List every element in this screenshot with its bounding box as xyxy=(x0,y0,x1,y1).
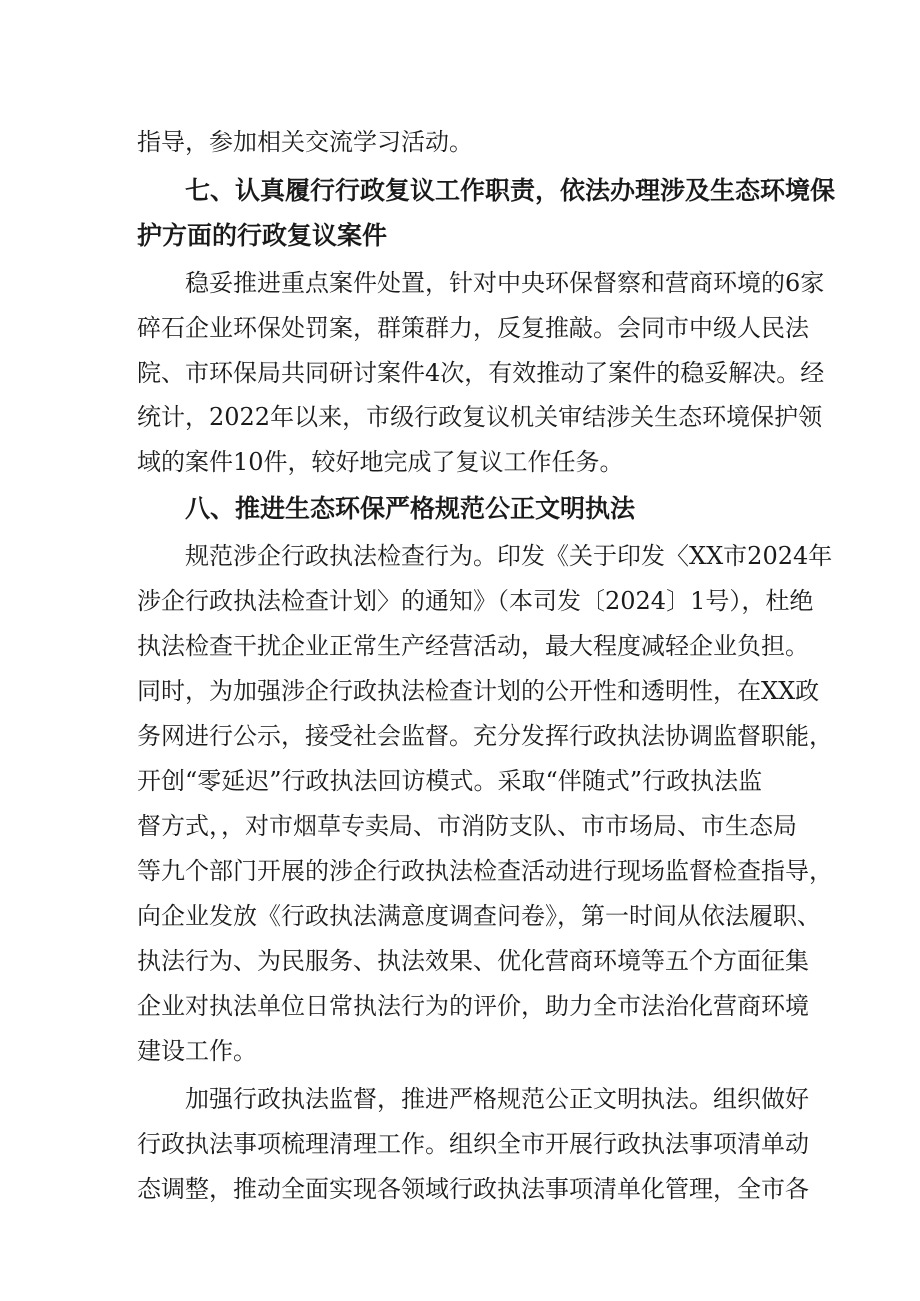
paragraph-line: 加强行政执法监督，推进严格规范公正文明执法。组织做好 xyxy=(185,1085,809,1113)
paragraph-line: 同时，为加强涉企行政执法检查计划的公开性和透明性，在XX政 xyxy=(137,677,820,705)
paragraph-line: 院、市环保局共同研讨案件4次，有效推动了案件的稳妥解决。经 xyxy=(137,359,825,387)
paragraph-line: 务网进行公示，接受社会监督。充分发挥行政执法协调监督职能， xyxy=(137,722,833,750)
paragraph-line: 指导，参加相关交流学习活动。 xyxy=(137,128,473,156)
paragraph-line: 执法行为、为民服务、执法效果、优化营商环境等五个方面征集 xyxy=(137,947,809,975)
paragraph-line: 执法检查干扰企业正常生产经营活动，最大程度减轻企业负担。 xyxy=(137,632,809,660)
paragraph-line: 行政执法事项梳理清理工作。组织全市开展行政执法事项清单动 xyxy=(137,1130,809,1158)
paragraph-line: 域的案件10件，较好地完成了复议工作任务。 xyxy=(137,448,624,476)
paragraph-line: 督方式，，对市烟草专卖局、市消防支队、市市场局、市生态局 xyxy=(137,812,797,840)
paragraph-line: 涉企行政执法检查计划〉的通知》（本司发〔2024〕1号），杜绝 xyxy=(137,587,814,615)
paragraph-line: 规范涉企行政执法检查行为。印发《关于印发〈XX市2024年 xyxy=(185,542,833,570)
section-heading-7: 护方面的行政复议案件 xyxy=(137,221,388,250)
paragraph-line: 态调整，推动全面实现各领域行政执法事项清单化管理，全市各 xyxy=(137,1175,809,1203)
section-heading-7: 七、认真履行行政复议工作职责，依法办理涉及生态环境保 xyxy=(185,176,836,205)
paragraph-line: 稳妥推进重点案件处置，针对中央环保督察和营商环境的6家 xyxy=(185,269,825,297)
paragraph-line: 碎石企业环保处罚案，群策群力，反复推敲。会同市中级人民法 xyxy=(137,314,809,342)
section-heading-8: 八、推进生态环保严格规范公正文明执法 xyxy=(185,494,636,523)
paragraph-line: 等九个部门开展的涉企行政执法检查活动进行现场监督检查指导， xyxy=(137,857,833,885)
paragraph-line: 向企业发放《行政执法满意度调查问卷》，第一时间从依法履职、 xyxy=(137,902,821,930)
paragraph-line: 企业对执法单位日常执法行为的评价，助力全市法治化营商环境 xyxy=(137,992,809,1020)
paragraph-line: 建设工作。 xyxy=(137,1037,257,1065)
paragraph-line: 开创“零延迟”行政执法回访模式。采取“伴随式”行政执法监 xyxy=(137,767,763,795)
paragraph-line: 统计，2022年以来，市级行政复议机关审结涉关生态环境保护领 xyxy=(137,403,823,431)
